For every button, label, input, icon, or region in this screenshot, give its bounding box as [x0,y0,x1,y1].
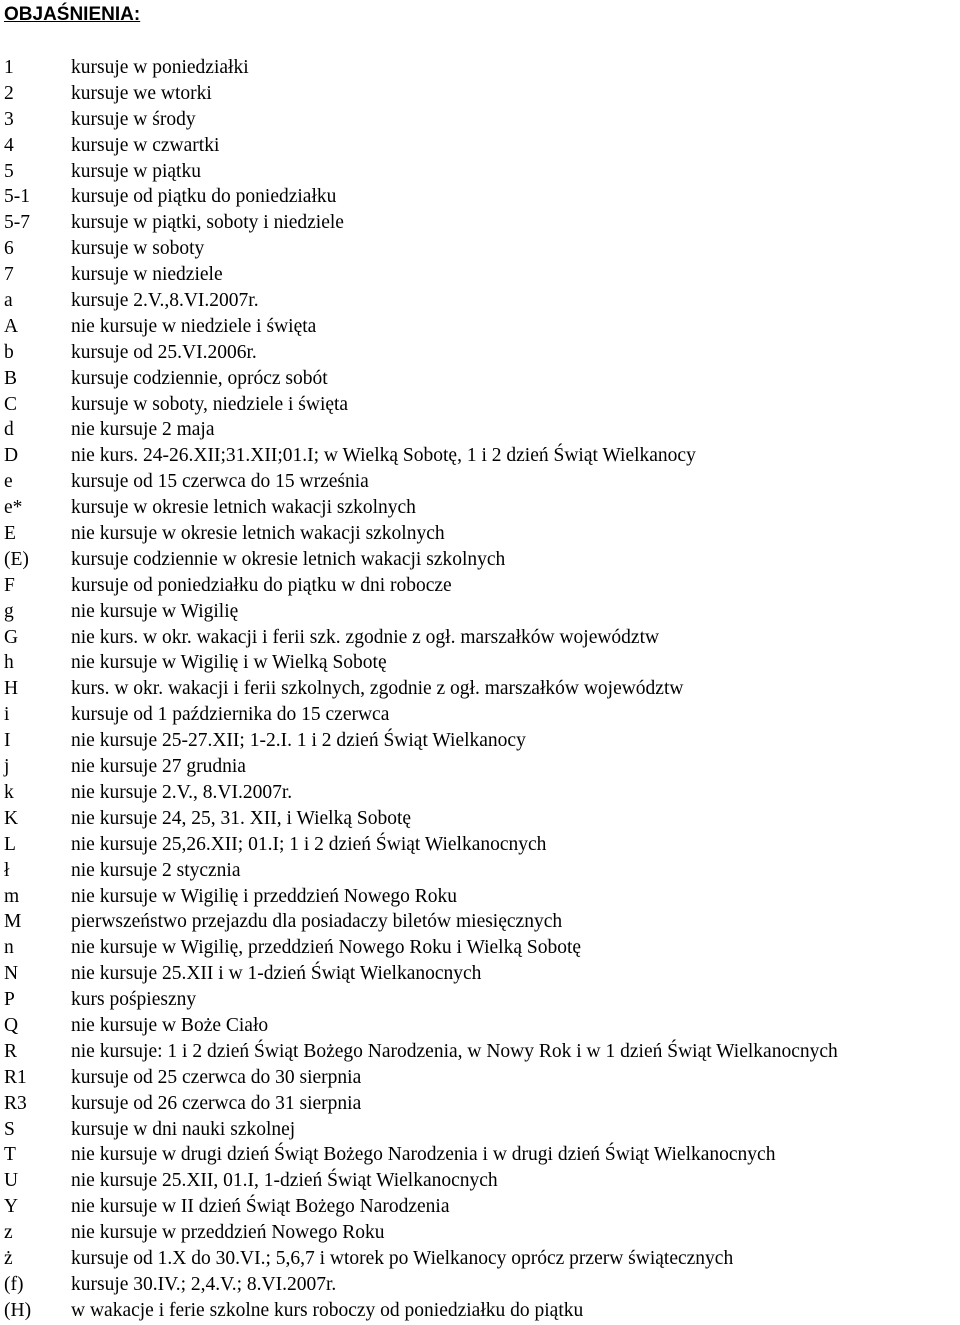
legend-description: nie kursuje w II dzień Świąt Bożego Narodzenia [71,1196,450,1218]
legend-code: P [4,989,15,1011]
legend-description: nie kursuje w Wigilię, przeddzień Nowego Roku i Wielką Sobotę [71,937,582,959]
legend-row [4,1013,960,1039]
legend-code: 7 [4,264,14,286]
legend-code: 4 [4,134,14,156]
legend-code: 3 [4,108,14,130]
legend-code: k [4,781,14,803]
legend-row [4,599,960,625]
legend-description: kursuje od 26 czerwca do 31 sierpnia [71,1092,362,1114]
legend-row [4,1117,960,1143]
legend-code: B [4,367,18,389]
legend-row [4,495,960,521]
legend-row [4,1194,960,1220]
legend-code: R [4,1040,18,1062]
legend-row [4,107,960,133]
legend-code: K [4,807,19,829]
legend-code: R3 [4,1092,27,1114]
legend-row [4,935,960,961]
legend-description: nie kurs. 24-26.XII;31.XII;01.I; w Wielką Sobotę, 1 i 2 dzień Świąt Wielkanocy [71,445,696,467]
legend-code: M [4,911,22,933]
legend-row [4,547,960,573]
legend-row [4,754,960,780]
legend-row [4,392,960,418]
legend-description: kursuje od 1 października do 15 czerwca [71,704,390,726]
legend-code: d [4,419,14,441]
legend-description: kursuje od 25 czerwca do 30 sierpnia [71,1066,362,1088]
legend-row [4,417,960,443]
legend-description: kursuje w dni nauki szkolnej [71,1118,296,1140]
legend-description: kursuje od piątku do poniedziałku [71,186,337,208]
legend-description: w wakacje i ferie szkolne kurs roboczy od poniedziałku do piątku [71,1299,584,1321]
legend-description: kurs pośpieszny [71,989,197,1011]
legend-row [4,1246,960,1272]
legend-code: m [4,885,20,907]
legend-code: E [4,523,16,545]
legend-code: L [4,833,16,855]
legend-description: kursuje w piątku [71,160,201,182]
legend-code: j [4,756,10,778]
legend-description: nie kursuje w przeddzień Nowego Roku [71,1222,385,1244]
legend-code: g [4,600,14,622]
legend-row [4,81,960,107]
legend-row [4,1168,960,1194]
legend-code: e [4,471,13,493]
legend-description: kursuje w czwartki [71,134,220,156]
legend-code: 1 [4,57,14,78]
legend-code: ż [4,1247,13,1269]
legend-description: kursuje w piątki, soboty i niedziele [71,212,344,234]
legend-code: i [4,704,10,726]
legend-description: nie kursuje 25.XII, 01.I, 1-dzień Świąt Wielkanocnych [71,1170,498,1192]
legend-code: I [4,730,11,752]
legend-row [4,702,960,728]
legend-description: kursuje w okresie letnich wakacji szkolnych [71,497,416,519]
legend-row [4,676,960,702]
legend-description: nie kursuje 2 maja [71,419,215,441]
legend-row [4,159,960,185]
page-heading: OBJAŚNIENIA: [4,4,141,25]
legend-row [4,184,960,210]
legend-row [4,987,960,1013]
legend-code: 6 [4,238,14,260]
legend-code: G [4,626,19,648]
legend-code: 5-1 [4,186,30,208]
legend-code: e* [4,497,23,519]
legend-description: kursuje 30.IV.; 2,4.V.; 8.VI.2007r. [71,1273,337,1295]
legend-description: nie kursuje 25,26.XII; 01.I; 1 i 2 dzień Świąt Wielkanocnych [71,833,547,855]
legend-description: nie kursuje w okresie letnich wakacji szkolnych [71,523,445,545]
legend-row [4,340,960,366]
legend-description: kursuje od poniedziałku do piątku w dni robocze [71,574,452,596]
legend-description: kurs. w okr. wakacji i ferii szkolnych, zgodnie z ogł. marszałków województw [71,678,684,700]
legend-description: nie kursuje w Wigilię [71,600,239,622]
legend-code: a [4,290,13,312]
legend-code: R1 [4,1066,27,1088]
legend-code: A [4,315,19,337]
legend-row [4,1065,960,1091]
legend-code: n [4,937,14,959]
legend-description: nie kursuje 25.XII i w 1-dzień Świąt Wielkanocnych [71,963,482,985]
legend-row [4,1220,960,1246]
legend-description: nie kursuje w drugi dzień Świąt Bożego Narodzenia i w drugi dzień Świąt Wielkanocnych [71,1144,776,1166]
legend-code: ł [4,859,10,881]
legend-description: nie kurs. w okr. wakacji i ferii szk. zgodnie z ogł. marszałków województw [71,626,660,648]
legend-description: nie kursuje 2 stycznia [71,859,241,881]
legend-code: S [4,1118,15,1140]
legend-row [4,366,960,392]
legend-row [4,858,960,884]
legend-code: N [4,963,19,985]
legend-code: 5-7 [4,212,30,234]
legend-description: kursuje w środy [71,108,196,130]
legend-description: kursuje we wtorki [71,82,212,104]
legend-description: kursuje od 25.VI.2006r. [71,341,257,363]
legend-row [4,288,960,314]
legend-description: kursuje od 15 czerwca do 15 września [71,471,369,493]
legend-row [4,133,960,159]
legend-code: (E) [4,548,29,570]
legend-code: D [4,445,19,467]
legend-row [4,961,960,987]
legend-description: kursuje w poniedziałki [71,57,249,78]
legend-description: kursuje w niedziele [71,264,223,286]
legend-code: F [4,574,15,596]
legend-code: h [4,652,14,674]
legend-row [4,884,960,910]
legend-description: nie kursuje w niedziele i święta [71,315,317,337]
legend-row [4,1091,960,1117]
legend-description: nie kursuje 2.V., 8.VI.2007r. [71,781,293,803]
legend-row [4,1298,960,1324]
legend-description: kursuje w soboty [71,238,205,260]
legend-description: kursuje codziennie, oprócz sobót [71,367,328,389]
legend-code: Y [4,1196,19,1218]
legend-row [4,236,960,262]
legend-row [4,1039,960,1065]
legend-code: b [4,341,14,363]
legend-row [4,469,960,495]
legend-description: nie kursuje 24, 25, 31. XII, i Wielką Sobotę [71,807,412,829]
legend-row [4,650,960,676]
legend-code: z [4,1222,13,1244]
legend-row [4,1142,960,1168]
legend-code: (f) [4,1273,24,1295]
legend-row [4,443,960,469]
legend-row [4,521,960,547]
legend-row [4,728,960,754]
legend-row [4,210,960,236]
legend-row [4,780,960,806]
legend-code: 2 [4,82,14,104]
legend-description: nie kursuje w Wigilię i przeddzień Nowego Roku [71,885,458,907]
legend-description: nie kursuje 27 grudnia [71,756,246,778]
legend-list [4,55,960,1324]
legend-row [4,806,960,832]
legend-code: (H) [4,1299,32,1321]
legend-description: nie kursuje w Boże Ciało [71,1014,269,1036]
legend-code: T [4,1144,16,1166]
legend-row [4,1272,960,1298]
legend-description: kursuje codziennie w okresie letnich wakacji szkolnych [71,548,506,570]
legend-description: nie kursuje w Wigilię i w Wielką Sobotę [71,652,387,674]
legend-description: kursuje od 1.X do 30.VI.; 5,6,7 i wtorek po Wielkanocy oprócz przerw świątecznych [71,1247,734,1269]
legend-description: nie kursuje: 1 i 2 dzień Świąt Bożego Narodzenia, w Nowy Rok i w 1 dzień Świąt Wielkanocnych [71,1040,838,1062]
legend-code: H [4,678,19,700]
legend-description: kursuje 2.V.,8.VI.2007r. [71,290,259,312]
legend-row [4,55,960,81]
legend-code: C [4,393,18,415]
legend-code: Q [4,1014,19,1036]
legend-code: 5 [4,160,14,182]
legend-row [4,832,960,858]
legend-row [4,314,960,340]
legend-code: U [4,1170,19,1192]
legend-row [4,573,960,599]
legend-description: pierwszeństwo przejazdu dla posiadaczy biletów miesięcznych [71,911,563,933]
legend-row [4,262,960,288]
legend-row [4,625,960,651]
legend-description: nie kursuje 25-27.XII; 1-2.I. 1 i 2 dzień Świąt Wielkanocy [71,730,526,752]
legend-row [4,909,960,935]
legend-description: kursuje w soboty, niedziele i święta [71,393,349,415]
